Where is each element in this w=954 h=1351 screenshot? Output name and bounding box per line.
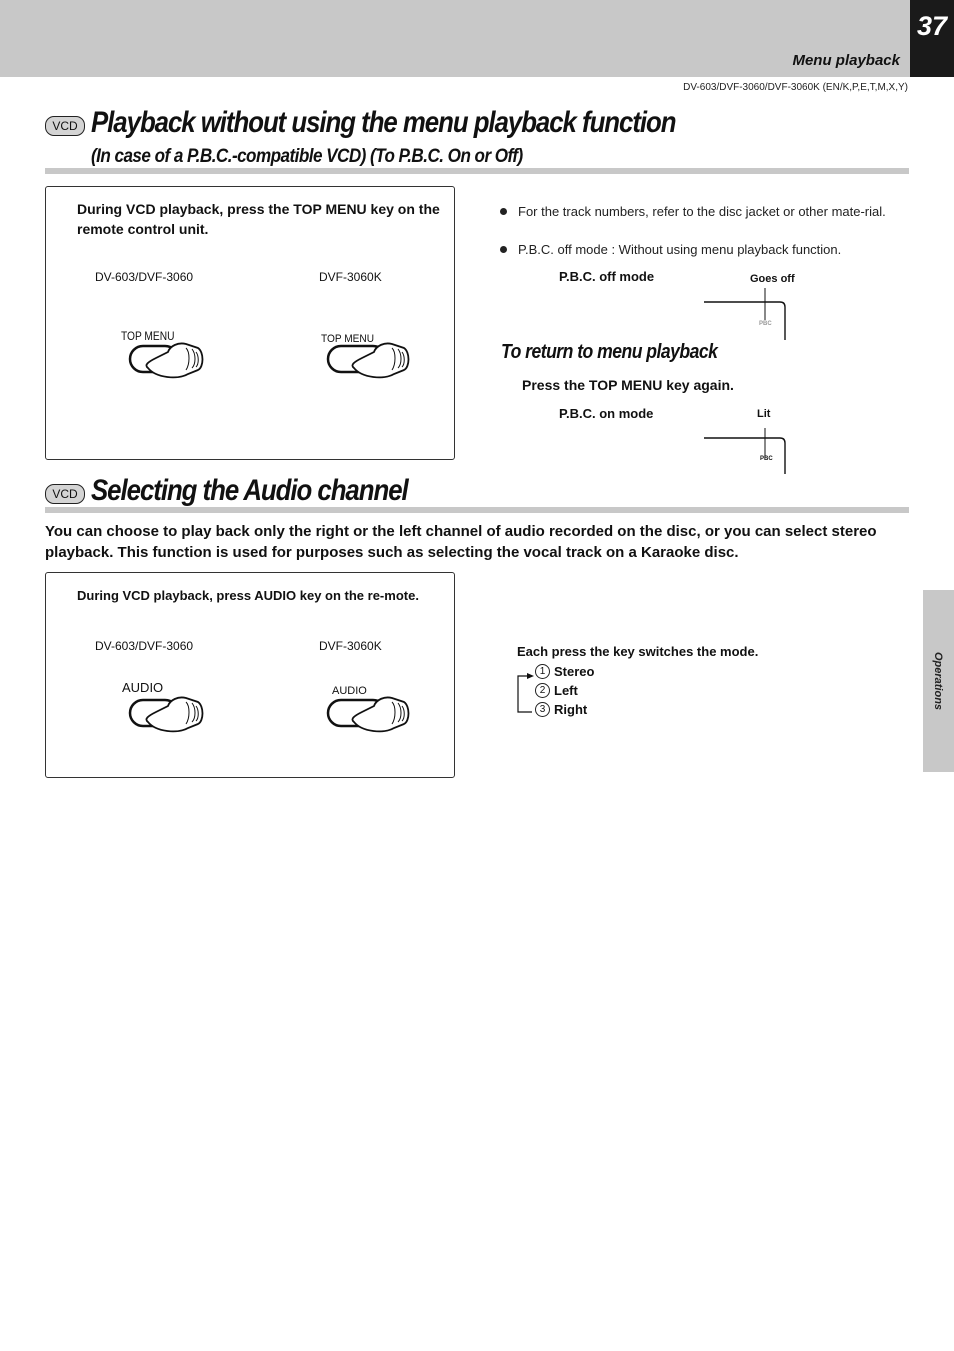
return-instruction: Press the TOP MENU key again. (522, 377, 734, 393)
finger-press-icon (324, 694, 414, 736)
finger-press-icon (126, 340, 206, 382)
section2-instruction: During VCD playback, press AUDIO key on the re-mote. (77, 588, 419, 603)
display-panel-on (700, 422, 790, 478)
bullet-text: For the track numbers, refer to the disc jacket or other mate-rial. (518, 204, 886, 219)
pbc-indicator-on: PBC (760, 456, 773, 462)
section1-instruction: During VCD playback, press the TOP MENU key on the remote control unit. (77, 201, 440, 237)
cycle-heading: Each press the key switches the mode. (517, 644, 759, 659)
pbc-off-mode-label: P.B.C. off mode (559, 269, 655, 284)
top-menu-key-label-left: TOP MENU (121, 329, 175, 343)
section2-title: Selecting the Audio channel (91, 474, 408, 507)
vcd-badge: VCD (45, 484, 85, 504)
mode-label: Stereo (554, 664, 595, 679)
goes-off-label: Goes off (750, 273, 795, 285)
section1-subtitle: (In case of a P.B.C.-compatible VCD) (To P.B.C. On or Off) (91, 146, 523, 167)
return-heading: To return to menu playback (501, 341, 718, 363)
pbc-indicator-off: PBC (759, 321, 772, 327)
pbc-on-mode-label: P.B.C. on mode (559, 406, 654, 421)
side-tab-label-wrap (923, 590, 954, 772)
mode-item-stereo (535, 664, 594, 679)
bullet-text: P.B.C. off mode : Without using menu playback function. (518, 242, 842, 257)
audio-key-label-right: AUDIO (332, 685, 367, 697)
section1-title: Playback without using the menu playback function (91, 106, 676, 139)
section2-intro: You can choose to play back only the right or the left channel of audio recorded on the disc, or you can select stereo playback. This function is used for purposes such as selecting the vocal track on a Karaoke disc. (45, 523, 877, 561)
side-tab-label: Operations (932, 651, 945, 711)
section1-rule (45, 168, 909, 174)
model-right-label: DVF-3060K (319, 639, 382, 653)
mode-label: Left (554, 683, 578, 698)
model-left-label: DV-603/DVF-3060 (95, 270, 194, 284)
bullet-dot (500, 246, 507, 253)
vcd-badge: VCD (45, 116, 85, 136)
mode-number: 3 (535, 702, 550, 717)
section-label: Menu playback (792, 52, 900, 69)
audio-key-label-left: AUDIO (122, 680, 164, 695)
header-band (0, 0, 910, 77)
page-number: 37 (910, 0, 954, 77)
mode-label: Right (554, 702, 588, 717)
bullet-dot (500, 208, 507, 215)
mode-number: 1 (535, 664, 550, 679)
finger-press-icon (324, 340, 414, 382)
model-line: DV-603/DVF-3060/DVF-3060K (EN/K,P,E,T,M,X,Y) (683, 82, 908, 93)
cycle-arrow-icon (514, 668, 536, 716)
top-menu-key-label-right: TOP MENU (321, 333, 375, 345)
display-panel-off (700, 284, 790, 342)
mode-item-right (535, 702, 587, 717)
lit-label: Lit (757, 408, 771, 420)
mode-number: 2 (535, 683, 550, 698)
mode-item-left (535, 683, 578, 698)
finger-press-icon (126, 694, 206, 736)
section2-rule (45, 507, 909, 513)
model-left-label: DV-603/DVF-3060 (95, 639, 194, 653)
model-right-label: DVF-3060K (319, 270, 382, 284)
